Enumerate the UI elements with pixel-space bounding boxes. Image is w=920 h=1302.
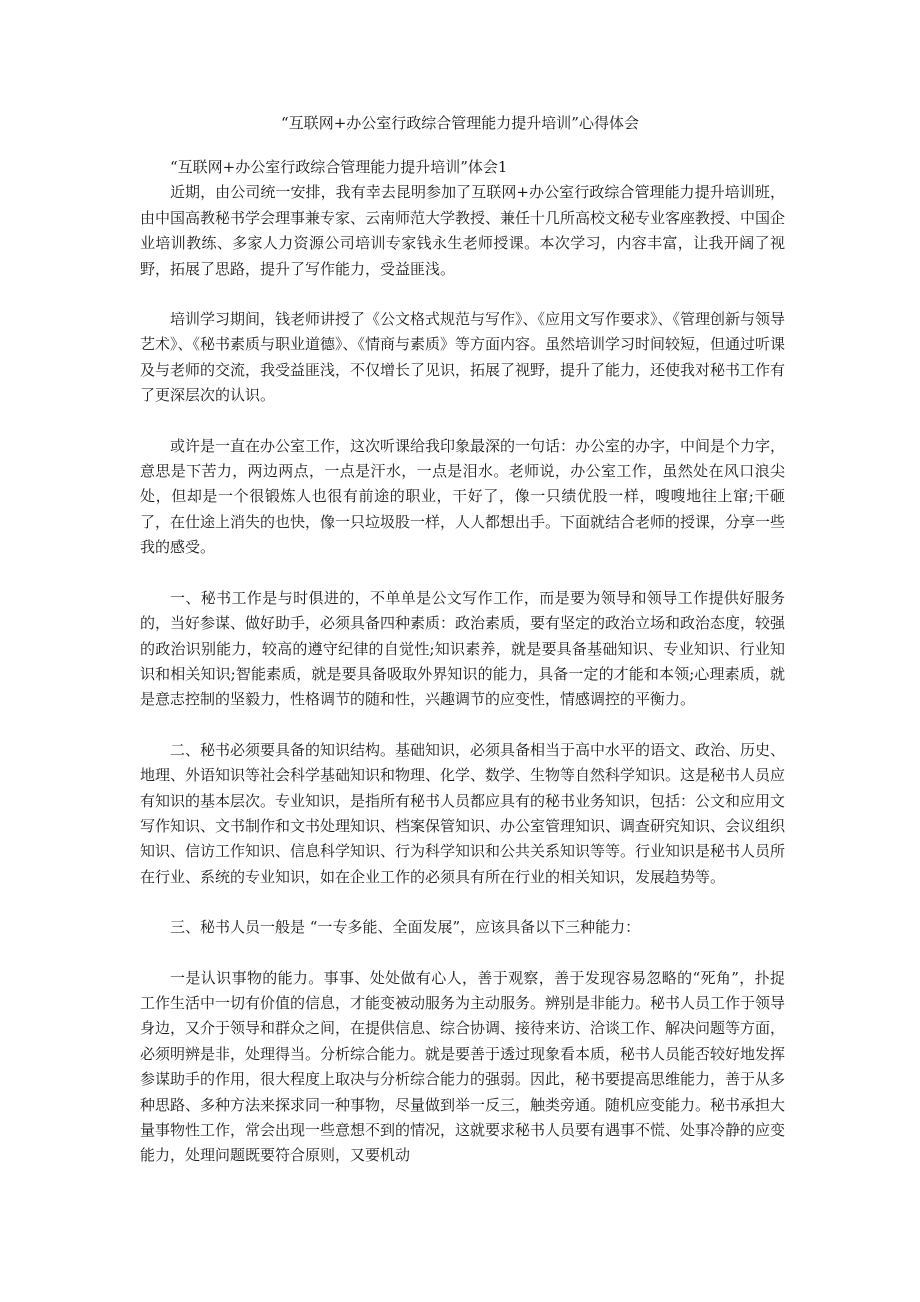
document-title: “互联网+办公室行政综合管理能力提升培训”心得体会 xyxy=(281,114,639,132)
paragraph-office-work: 或许是一直在办公室工作，这次听课给我印象最深的一句话：办公室的办字，中间是个力字，意思是下苦力，两边两点，一点是汗水，一点是泪水。老师说，办公室工作，虽然处在风口浪尖处，但却是一个很锻炼人也很有前途的职业，干好了，像一只绩优股一样，嗖嗖地往上窜;干砸了，在仕途上消失的也快，像一只垃圾股一样，人人都想出手。下面就结合老师的授课，分享一些我的感受。 xyxy=(140,436,786,557)
paragraph-intro: 近期，由公司统一安排，我有幸去昆明参加了互联网+办公室行政综合管理能力提升培训班，由中国高教秘书学会理事兼专家、云南师范大学教授、兼任十几所高校文秘专业客座教授、中国企业培训教练、多家人力资源公司培训专家钱永生老师授课。本次学习，内容丰富，让我开阔了视野，拓展了思路，提升了写作能力，受益匪浅。 xyxy=(140,183,786,278)
paragraph-abilities: 一是认识事物的能力。事事、处处做有心人，善于观察，善于发现容易忽略的“死角”，扑捉工作生活中一切有价值的信息，才能变被动服务为主动服务。辨别是非能力。秘书人员工作于领导身边，又介于领导和群众之间，在提供信息、综合协调、接待来访、洽谈工作、解决问题等方面，必须明辨是非，处理得当。分析综合能力。就是要善于透过现象看本质，秘书人员能否较好地发挥参谋助手的作用，很大程度上取决与分析综合能力的强弱。因此，秘书要提高思维能力，善于从多种思路、多种方法来探求同一种事物，尽量做到举一反三，触类旁通。随机应变能力。秘书承担大量事物性工作，常会出现一些意想不到的情况，这就要求秘书人员要有遇事不慌、处事冷静的应变能力，处理问题既要符合原则，又要机动 xyxy=(140,968,786,1165)
section-heading: “互联网+办公室行政综合管理能力提升培训”体会1 xyxy=(170,158,508,176)
paragraph-point-three: 三、秘书人员一般是 “一专多能、全面发展”，应该具备以下三种能力： xyxy=(170,918,641,937)
paragraph-point-one: 一、秘书工作是与时俱进的，不单单是公文写作工作，而是要为领导和领导工作提供好服务的，当好参谋、做好助手，必须具备四种素质：政治素质，要有坚定的政治立场和政治态度，较强的政治识别能力，较高的遵守纪律的自觉性;知识素养，就是要具备基础知识、专业知识、行业知识和相关知识;智能素质，就是要具备吸取外界知识的能力，具备一定的才能和本领;心理素质，就是意志控制的坚毅力，性格调节的随和性，兴趣调节的应变性，情感调控的平衡力。 xyxy=(140,588,786,709)
paragraph-point-two: 二、秘书必须要具备的知识结构。基础知识，必须具备相当于高中水平的语文、政治、历史、地理、外语知识等社会科学基础知识和物理、化学、数学、生物等自然科学知识。这是秘书人员应有知识的基本层次。专业知识，是指所有秘书人员都应具有的秘书业务知识，包括：公文和应用文写作知识、文书制作和文书处理知识、档案保管知识、办公室管理知识、调查研究知识、会议组织知识、信访工作知识、信息科学知识、行为科学知识和公共关系知识等等。行业知识是秘书人员所在行业、系统的专业知识，如在企业工作的必须具有所在行业的相关知识，发展趋势等。 xyxy=(140,740,786,886)
document-body xyxy=(140,155,785,1169)
paragraph-training-content: 培训学习期间，钱老师讲授了《公文格式规范与写作》、《应用文写作要求》、《管理创新与领导艺术》、《秘书素质与职业道德》、《情商与素质》等方面内容。虽然培训学习时间较短，但通过听课及与老师的交流，我受益匪浅，不仅增长了见识，拓展了视野，提升了能力，还使我对秘书工作有了更深层次的认识。 xyxy=(140,310,786,405)
